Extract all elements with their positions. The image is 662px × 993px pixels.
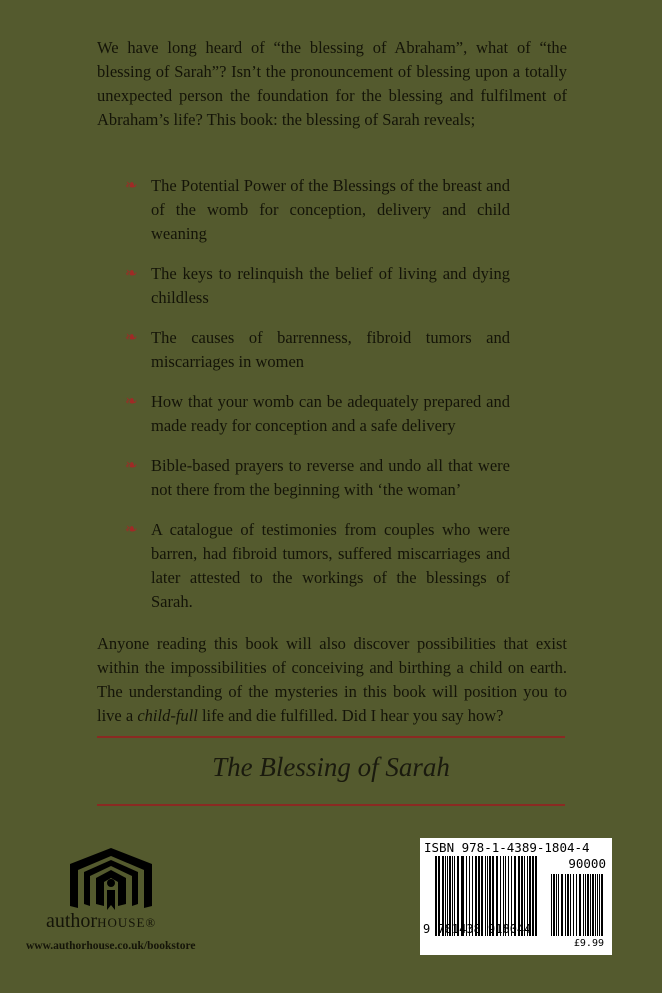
list-item: ❧ The Potential Power of the Blessings of the breast and of the womb for conception, delivery and child weaning: [125, 176, 510, 243]
bar: [585, 874, 586, 936]
bar: [551, 874, 552, 936]
publisher-name: authorHOUSE®: [46, 910, 157, 932]
fleuron-icon: ❧: [125, 458, 138, 474]
fleuron-icon: ❧: [125, 522, 138, 538]
addon-code: 90000: [568, 856, 606, 871]
bar: [576, 874, 577, 936]
bullet-list: [125, 174, 510, 630]
intro-paragraph: We have long heard of “the blessing of Abraham”, what of “the blessing of Sarah”? Isn’t the pronouncement of blessing upon a totally unexpected person the foundation for the blessing and fulfilment of Abraham’s life? This book: the blessing of Sarah reveals;: [97, 38, 567, 129]
divider: [97, 736, 565, 738]
list-item: ❧ The keys to relinquish the belief of living and dying childless: [125, 264, 510, 307]
closing-paragraph: Anyone reading this book will also discover possibilities that exist within the impossibilities of conceiving and birthing a child on earth. The understanding of the mysteries in this book will position you to live a child-full life and die fulfilled. Did I hear you say how?: [97, 634, 567, 725]
bar: [567, 874, 568, 936]
list-item: ❧ The causes of barrenness, fibroid tumors and miscarriages in women: [125, 328, 510, 371]
bar: [565, 874, 566, 936]
bar: [532, 856, 533, 936]
list-item: ❧ A catalogue of testimonies from couples who were barren, had fibroid tumors, suffered miscarriages and later attested to the workings of the blessings of Sarah.: [125, 520, 510, 611]
isbn-text: ISBN 978-1-4389-1804-4: [424, 840, 590, 855]
divider: [97, 804, 565, 806]
bar: [601, 874, 603, 936]
addon-bars: [551, 874, 605, 936]
bar: [599, 874, 600, 936]
bar: [587, 874, 589, 936]
bar: [579, 874, 581, 936]
price: £9.99: [573, 938, 604, 949]
emphasis: child-full: [137, 706, 198, 725]
bar: [597, 874, 598, 936]
book-title: The Blessing of Sarah: [212, 752, 450, 782]
bar: [535, 856, 537, 936]
publisher-url: www.authorhouse.co.uk/bookstore: [26, 940, 196, 952]
fleuron-icon: ❧: [125, 266, 138, 282]
bar: [595, 874, 597, 936]
bar: [556, 874, 557, 936]
bar: [533, 856, 534, 936]
list-item: ❧ How that your womb can be adequately prepared and made ready for conception and a safe delivery: [125, 392, 510, 435]
list-item: ❧ Bible-based prayers to reverse and undo all that were not there from the beginning with ‘the woman’: [125, 456, 510, 499]
bar: [592, 874, 593, 936]
bar: [590, 874, 591, 936]
fleuron-icon: ❧: [125, 330, 138, 346]
fleuron-icon: ❧: [125, 394, 138, 410]
isbn-barcode: [420, 838, 612, 955]
ean-number: 9 781438 918044: [423, 922, 532, 936]
bar: [561, 874, 563, 936]
bar: [583, 874, 584, 936]
bar: [558, 874, 559, 936]
authorhouse-logo-icon: [70, 848, 152, 910]
fleuron-icon: ❧: [125, 178, 138, 194]
bar: [553, 874, 555, 936]
bar: [570, 874, 572, 936]
bar: [573, 874, 574, 936]
